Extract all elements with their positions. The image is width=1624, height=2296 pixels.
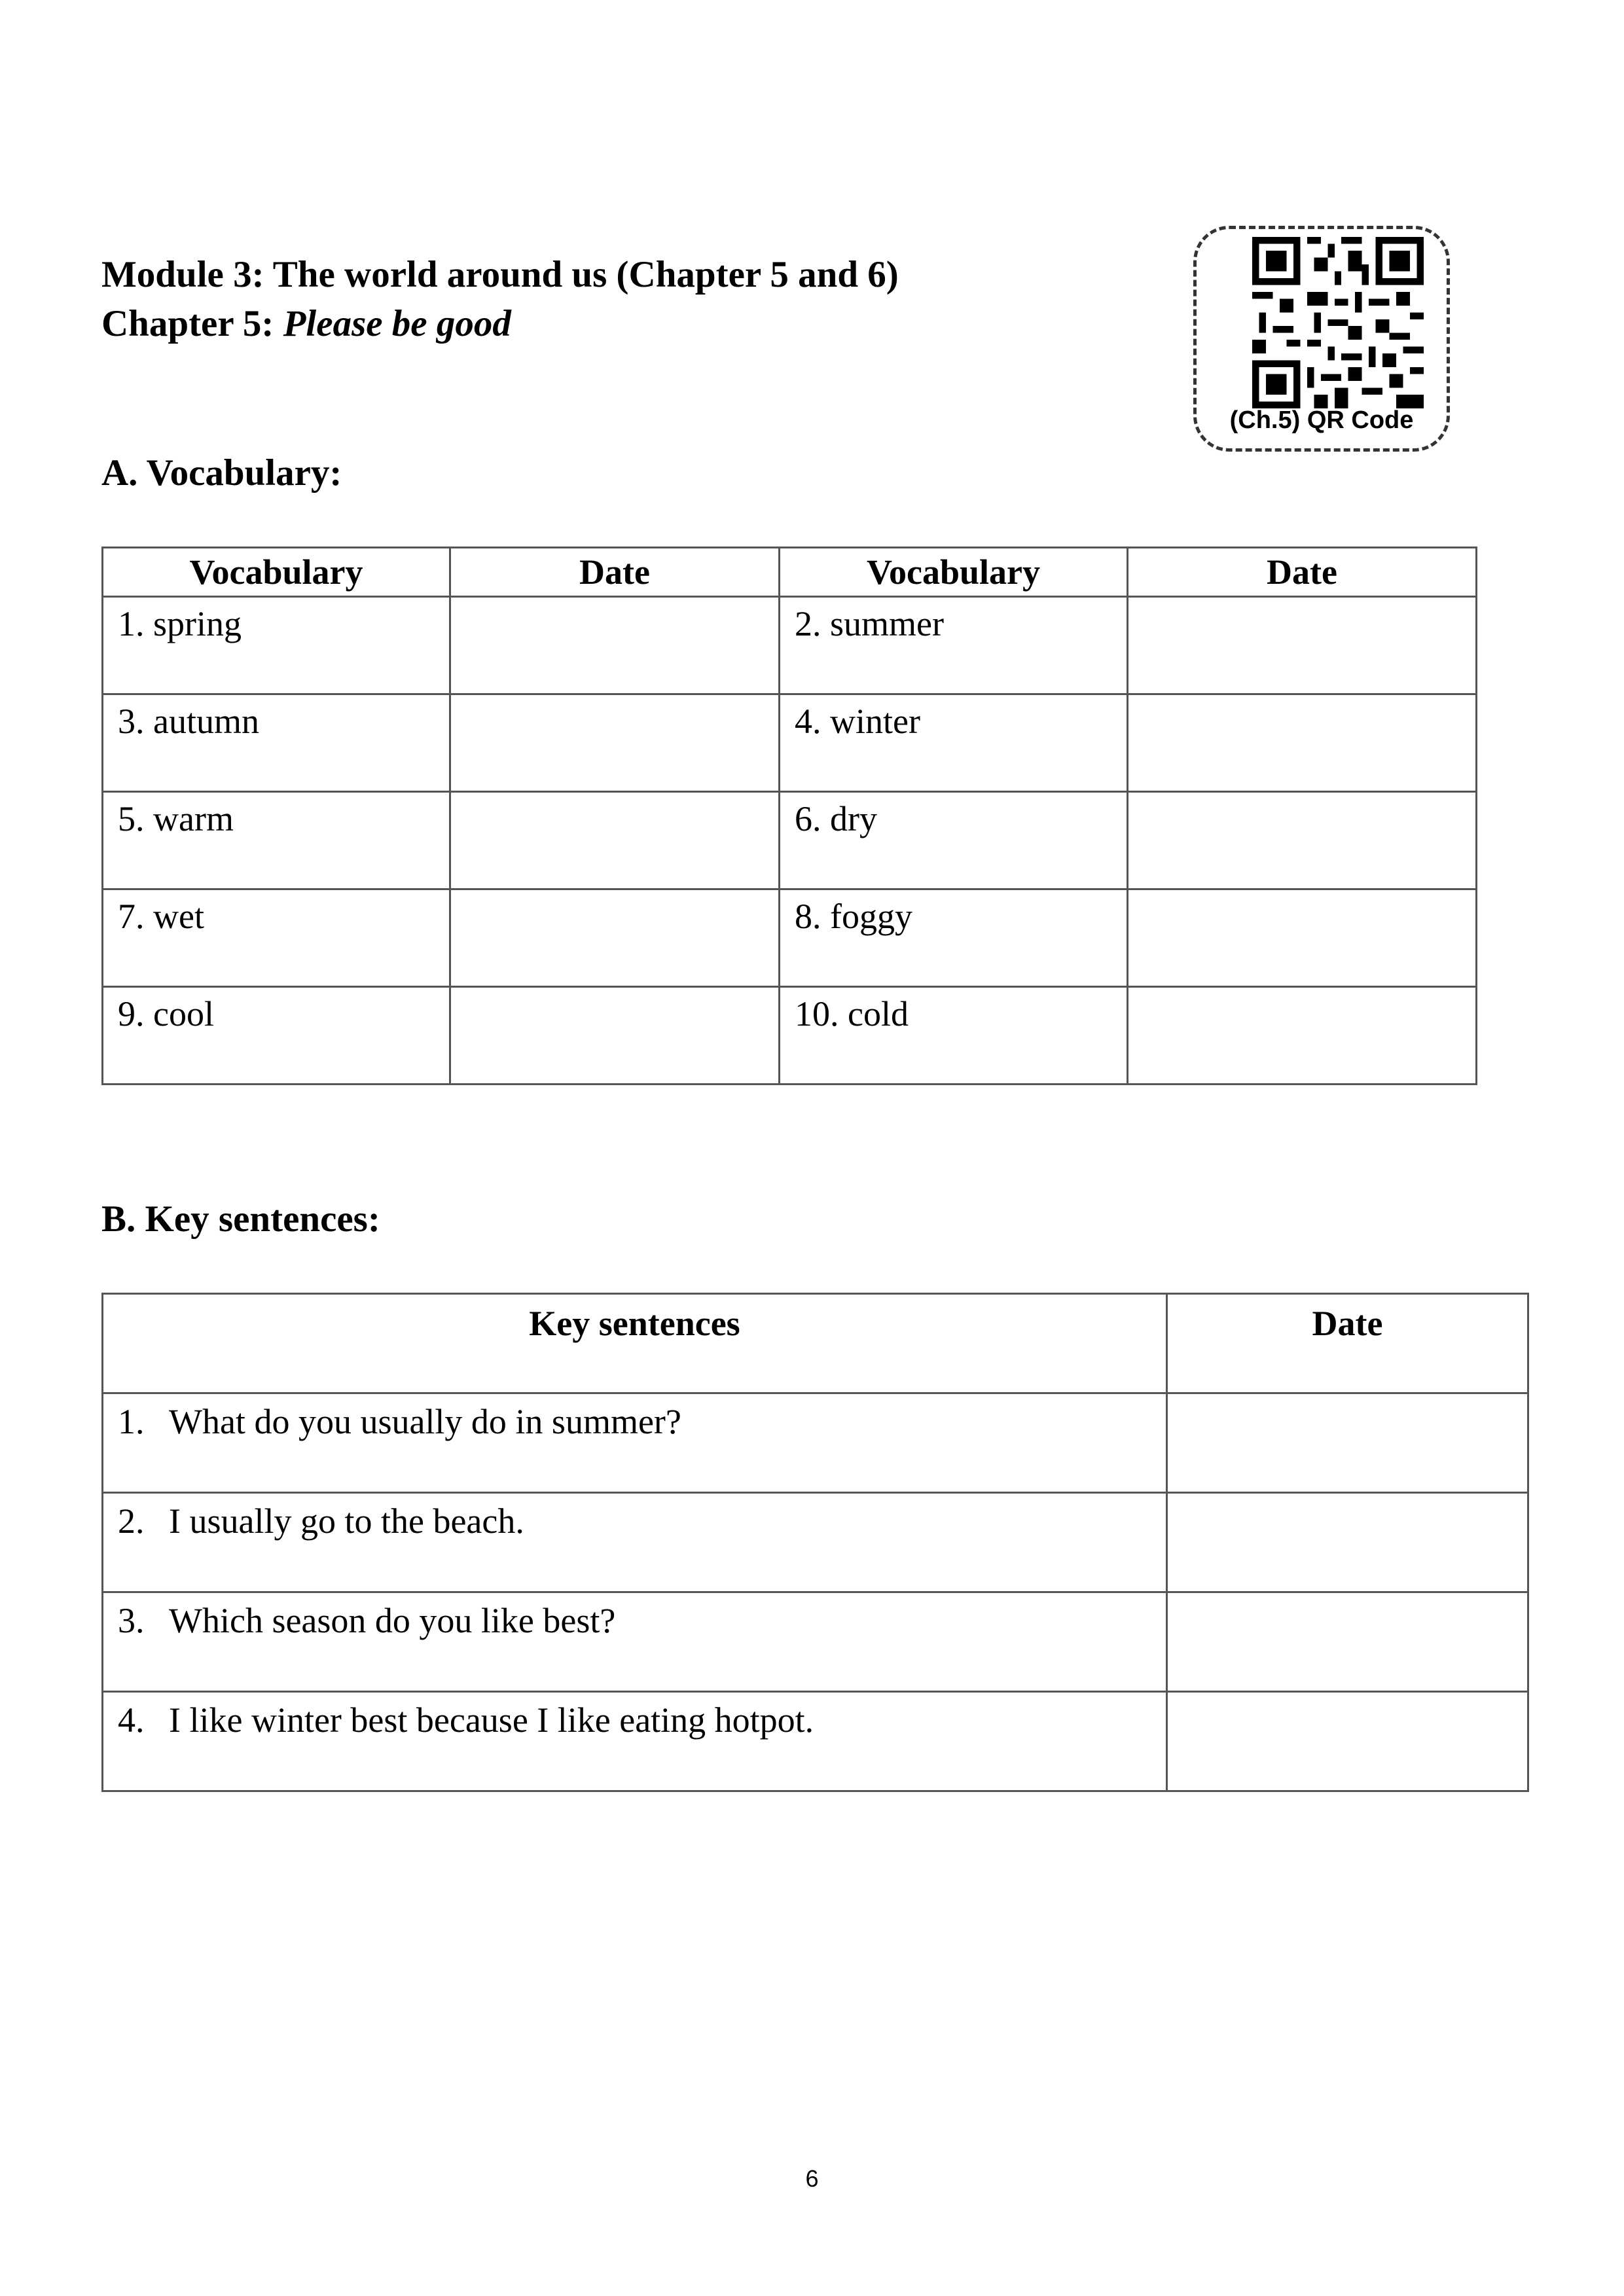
date-cell[interactable] (1128, 792, 1477, 889)
column-header: Date (450, 548, 780, 597)
chapter-prefix: Chapter 5: (101, 303, 283, 344)
vocabulary-cell: 3. autumn (103, 694, 450, 792)
vocabulary-cell: 4. winter (780, 694, 1128, 792)
date-cell[interactable] (450, 889, 780, 987)
table-header-row (103, 1294, 1528, 1393)
table-row (103, 987, 1477, 1085)
vocabulary-heading: A. Vocabulary: (101, 452, 342, 493)
table-header-row (103, 548, 1477, 597)
key-sentences-heading: B. Key sentences: (101, 1198, 380, 1240)
vocabulary-cell: 5. warm (103, 792, 450, 889)
chapter-name: Please be good (283, 303, 511, 344)
sentence-cell (103, 1592, 1167, 1692)
sentence-number: 1. (118, 1402, 145, 1441)
vocabulary-cell: 9. cool (103, 987, 450, 1085)
table-row (103, 1692, 1528, 1791)
date-cell[interactable] (1167, 1592, 1528, 1692)
date-cell[interactable] (1167, 1393, 1528, 1493)
vocabulary-cell: 2. summer (780, 597, 1128, 694)
table-row (103, 889, 1477, 987)
chapter-title (101, 301, 511, 347)
sentence-number: 4. (118, 1700, 145, 1740)
date-cell[interactable] (1128, 597, 1477, 694)
vocabulary-cell: 10. cold (780, 987, 1128, 1085)
key-sentences-table (101, 1293, 1529, 1792)
sentence-cell (103, 1493, 1167, 1592)
vocabulary-table (101, 547, 1477, 1085)
table-row (103, 1592, 1528, 1692)
sentence-number: 3. (118, 1601, 145, 1640)
sentence-text: Which season do you like best? (169, 1601, 616, 1640)
sentence-text: I usually go to the beach. (169, 1501, 524, 1541)
date-cell[interactable] (1167, 1692, 1528, 1791)
date-cell[interactable] (1128, 889, 1477, 987)
vocabulary-cell: 1. spring (103, 597, 450, 694)
sentence-number: 2. (118, 1501, 145, 1541)
vocabulary-cell: 6. dry (780, 792, 1128, 889)
column-header: Date (1128, 548, 1477, 597)
table-row (103, 694, 1477, 792)
date-cell[interactable] (450, 694, 780, 792)
sentence-cell (103, 1393, 1167, 1493)
vocabulary-cell: 7. wet (103, 889, 450, 987)
date-cell[interactable] (450, 597, 780, 694)
date-cell[interactable] (450, 987, 780, 1085)
table-row (103, 792, 1477, 889)
column-header: Vocabulary (103, 548, 450, 597)
table-row (103, 1393, 1528, 1493)
sentence-text: What do you usually do in summer? (169, 1402, 681, 1441)
vocabulary-cell: 8. foggy (780, 889, 1128, 987)
page-number: 6 (805, 2165, 819, 2192)
column-header: Key sentences (103, 1294, 1167, 1393)
sentence-text: I like winter best because I like eating hotpot. (169, 1700, 814, 1740)
date-cell[interactable] (1167, 1493, 1528, 1592)
qr-caption: (Ch.5) QR Code (1229, 406, 1414, 434)
date-cell[interactable] (1128, 987, 1477, 1085)
table-row (103, 597, 1477, 694)
module-title: Module 3: The world around us (Chapter 5 and 6) (101, 254, 899, 295)
qr-code-icon (1252, 237, 1424, 408)
column-header: Vocabulary (780, 548, 1128, 597)
column-header: Date (1167, 1294, 1528, 1393)
date-cell[interactable] (450, 792, 780, 889)
qr-code-box (1193, 226, 1450, 452)
sentence-cell (103, 1692, 1167, 1791)
table-row (103, 1493, 1528, 1592)
date-cell[interactable] (1128, 694, 1477, 792)
